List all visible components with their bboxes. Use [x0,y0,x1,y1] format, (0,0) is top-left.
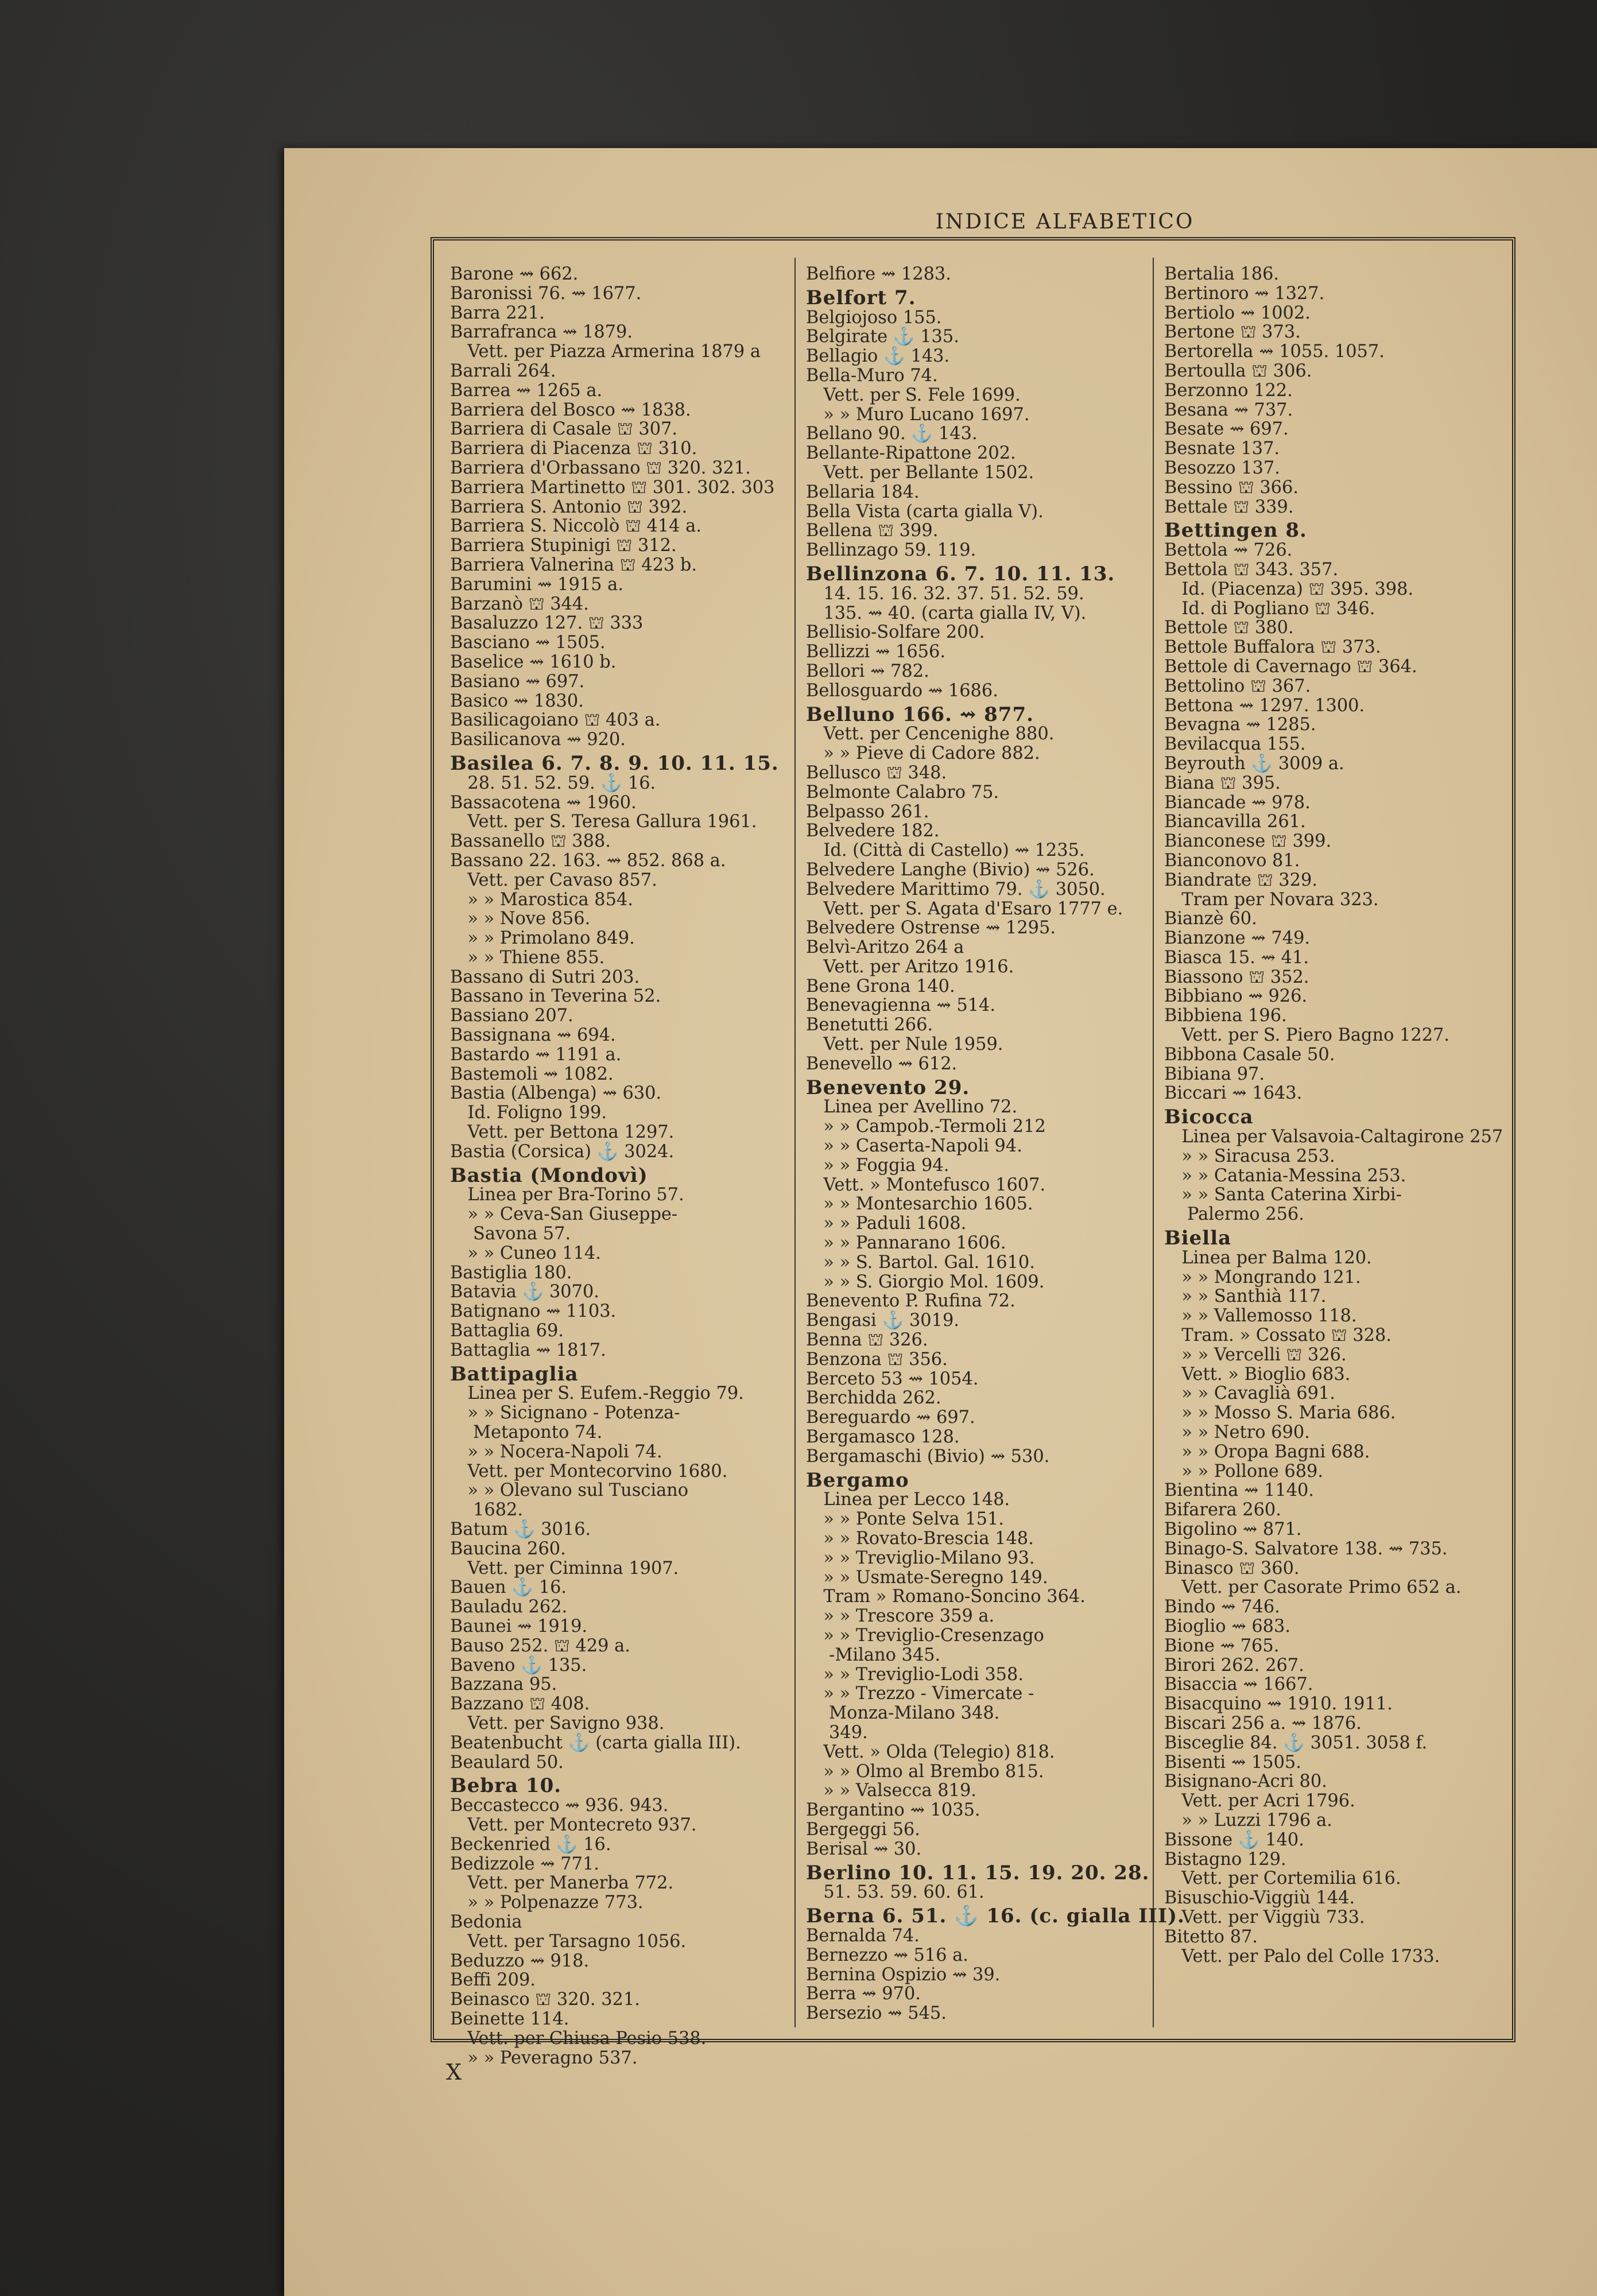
index-entry: 135. ⇝ 40. (carta gialla IV, V). [806,603,1087,623]
index-entry: » » Sicignano - Potenza- [450,1403,680,1424]
index-column-1 [450,264,786,2068]
index-entry: Basilicagoiano ⛫ 403 a. [450,710,661,731]
index-entry: Belfiore ⇝ 1283. [806,264,951,284]
index-entry: Baucina 260. [450,1538,566,1559]
index-entry: Bastemoli ⇝ 1082. [450,1064,614,1084]
index-entry: Vett. per Cencenighe 880. [806,724,1055,744]
index-entry: Bella Vista (carta gialla V). [806,501,1044,522]
index-entry: Biassono ⛫ 352. [1164,967,1309,987]
index-entry: Bauen ⚓ 16. [450,1577,567,1598]
index-entry: Bifarera 260. [1164,1500,1281,1521]
index-entry: Berzonno 122. [1164,380,1293,401]
index-entry: » » Nocera-Napoli 74. [450,1441,662,1462]
index-entry: Bastia (Mondovì) [450,1163,648,1187]
index-entry: » » S. Bartol. Gal. 1610. [806,1252,1035,1273]
index-entry: Bellinzago 59. 119. [806,540,976,561]
index-entry: Vett. per Montecreto 937. [450,1814,697,1835]
index-entry: Vett. per Savigno 938. [450,1713,665,1733]
index-entry: Bassano 22. 163. ⇝ 852. 868 a. [450,850,726,871]
index-entry: Vett. per Montecorvino 1680. [450,1461,728,1481]
index-entry: » » Ponte Selva 151. [806,1509,1004,1530]
index-entry: Biccari ⇝ 1643. [1164,1083,1303,1104]
index-entry: Basilea 6. 7. 8. 9. 10. 11. 15. [450,751,779,775]
index-entry: Vett. per Acri 1796. [1164,1791,1355,1812]
index-entry: Baveno ⚓ 135. [450,1655,587,1676]
index-entry: Benevagienna ⇝ 514. [806,995,996,1016]
index-entry: Bazzano ⛫ 408. [450,1694,590,1715]
index-entry: Vett. » Olda (Telegio) 818. [806,1742,1055,1762]
index-entry: Bellaria 184. [806,482,920,502]
index-entry: Baselice ⇝ 1610 b. [450,651,617,672]
index-entry: » » Rovato-Brescia 148. [806,1529,1034,1549]
index-entry: Belvedere Ostrense ⇝ 1295. [806,918,1056,938]
index-entry: Battaglia ⇝ 1817. [450,1340,606,1360]
index-entry: Bebra 10. [450,1774,562,1798]
index-entry: Bella-Muro 74. [806,365,938,386]
index-entry: Vett. per Piazza Armerina 1879 a [450,342,761,362]
index-entry: » » Valsecca 819. [806,1781,976,1801]
index-entry: Bedizzole ⇝ 771. [450,1853,599,1874]
index-entry: Bassanello ⛫ 388. [450,831,611,852]
index-entry: Berlino 10. 11. 15. 19. 20. 28. [806,1861,1150,1884]
index-entry: Benna ⛫ 326. [806,1330,928,1351]
index-entry: Barriera Stupinigi ⛫ 312. [450,536,677,556]
index-entry: Biasca 15. ⇝ 41. [1164,947,1309,968]
index-entry: Bastiglia 180. [450,1262,572,1283]
index-entry: Bellusco ⛫ 348. [806,762,947,783]
index-entry: Bisenti ⇝ 1505. [1164,1752,1301,1773]
index-entry: Tram. » Cossato ⛫ 328. [1164,1325,1391,1346]
index-entry: Vett. » Bioglio 683. [1164,1364,1351,1384]
index-entry: Biancade ⇝ 978. [1164,792,1311,813]
index-entry: Bevagna ⇝ 1285. [1164,715,1316,735]
index-entry: Vett. per Bellante 1502. [806,462,1034,483]
index-entry: Vett. per Ciminna 1907. [450,1558,679,1578]
index-entry: Belluno 166. ⇝ 877. [806,703,1034,726]
index-entry: Berna 6. 51. ⚓ 16. (c. gialla III). [806,1905,1185,1928]
index-entry: Bassacotena ⇝ 1960. [450,792,637,813]
index-entry: Linea per Avellino 72. [806,1097,1018,1118]
index-entry: 349. [806,1722,868,1743]
index-entry: » » Thiene 855. [450,947,605,968]
index-entry: » » Treviglio-Cresenzago [806,1625,1044,1646]
index-entry: Bereguardo ⇝ 697. [806,1407,975,1428]
index-entry: Bioglio ⇝ 683. [1164,1616,1290,1636]
index-entry: Bernalda 74. [806,1925,920,1946]
index-entry: Barriera di Piacenza ⛫ 310. [450,439,697,459]
index-entry: Bellante-Ripattone 202. [806,443,1016,464]
index-entry: » » Polpenazze 773. [450,1892,644,1913]
index-entry: Bevilacqua 155. [1164,734,1306,755]
index-entry: » » Pieve di Cadore 882. [806,743,1040,764]
index-entry: Bissone ⚓ 140. [1164,1829,1304,1850]
index-entry: Vett. per Aritzo 1916. [806,956,1014,977]
index-entry: Basico ⇝ 1830. [450,691,584,711]
index-entry: Barriera di Casale ⛫ 307. [450,419,678,440]
index-entry: Bernina Ospizio ⇝ 39. [806,1964,1001,1985]
index-entry: Beduzzo ⇝ 918. [450,1950,590,1971]
index-entry: Bisignano-Acri 80. [1164,1771,1327,1792]
index-entry: Bisaccia ⇝ 1667. [1164,1674,1313,1695]
index-entry: » » Ceva-San Giuseppe- [450,1204,678,1225]
index-entry: Basaluzzo 127. ⛫ 333 [450,613,644,634]
index-entry: Tram per Novara 323. [1164,889,1379,910]
index-entry: Bettona ⇝ 1297. 1300. [1164,695,1365,716]
index-entry: » » Catania-Messina 253. [1164,1165,1406,1186]
index-entry: Bione ⇝ 765. [1164,1635,1280,1656]
index-entry: Bellinzona 6. 7. 10. 11. 13. [806,562,1115,585]
index-column-2 [806,264,1185,2024]
index-entry: Vett. per Nule 1959. [806,1034,1003,1055]
index-entry: Bianconovo 81. [1164,850,1300,871]
index-entry: Bellagio ⚓ 143. [806,346,950,367]
index-entry: Bassano in Teverina 52. [450,986,661,1007]
index-entry: Bibiana 97. [1164,1064,1265,1084]
index-entry: » » Vercelli ⛫ 326. [1164,1344,1347,1365]
book-page [284,148,1597,2296]
index-entry: Vett. per S. Piero Bagno 1227. [1164,1025,1450,1046]
index-entry: Barriera Valnerina ⛫ 423 b. [450,554,697,575]
index-entry: Bazzana 95. [450,1674,557,1695]
index-entry: -Milano 345. [806,1645,941,1665]
index-entry: » » Paduli 1608. [806,1213,967,1234]
index-entry: » » Primolano 849. [450,928,635,949]
index-entry: Vett. per Viggiù 733. [1164,1907,1365,1927]
index-entry: Batignano ⇝ 1103. [450,1301,617,1322]
index-entry: Baronissi 76. ⇝ 1677. [450,283,642,304]
index-entry: Bindo ⇝ 746. [1164,1597,1280,1618]
index-entry: Bene Grona 140. [806,976,955,996]
index-entry: Belfort 7. [806,286,916,309]
index-entry: Bettole Buffalora ⛫ 373. [1164,637,1381,658]
index-entry: » » Netro 690. [1164,1422,1310,1443]
index-entry: Id. Foligno 199. [450,1103,607,1123]
index-entry: » » Mongrando 121. [1164,1267,1361,1287]
index-entry: Bertoulla ⛫ 306. [1164,360,1312,381]
index-entry: Bergamasco 128. [806,1427,960,1448]
index-entry: Barrea ⇝ 1265 a. [450,380,603,401]
index-entry: Bellano 90. ⚓ 143. [806,424,978,444]
index-entry: Basiano ⇝ 697. [450,671,585,692]
index-entry: » » Pannarano 1606. [806,1233,1006,1254]
index-entry: Beatenbucht ⚓ (carta gialla III). [450,1732,741,1753]
index-entry: » » Treviglio-Lodi 358. [806,1664,1024,1685]
index-entry: » » Olevano sul Tusciano [450,1480,689,1501]
index-entry: Berra ⇝ 970. [806,1984,921,2004]
index-entry: Bibbiena 196. [1164,1006,1287,1026]
index-entry: Beinasco ⛫ 320. 321. [450,1989,640,2010]
index-entry: Barra 221. [450,302,545,323]
index-entry: Bistagno 129. [1164,1849,1286,1870]
index-entry: Bertalia 186. [1164,264,1280,284]
index-entry: Bertinoro ⇝ 1327. [1164,283,1325,304]
index-entry: Barriera del Bosco ⇝ 1838. [450,400,691,420]
index-entry: Beckenried ⚓ 16. [450,1834,611,1855]
index-entry: Savona 57. [450,1224,571,1244]
index-entry: Bisacquino ⇝ 1910. 1911. [1164,1694,1393,1715]
index-entry: » » S. Giorgio Mol. 1609. [806,1271,1045,1292]
index-frame [431,237,1515,2068]
index-entry: Bassano di Sutri 203. [450,967,640,987]
index-entry: Bessino ⛫ 366. [1164,477,1299,498]
index-entry: » » Santhià 117. [1164,1286,1327,1307]
index-entry: Bergamaschi (Bivio) ⇝ 530. [806,1446,1050,1467]
index-entry: Besozzo 137. [1164,457,1280,478]
index-entry: Vett. per Cavaso 857. [450,870,657,890]
index-entry: Batavia ⚓ 3070. [450,1282,599,1302]
column-divider [1153,258,1154,2027]
index-entry: » » Campob.-Termoli 212 [806,1116,1046,1137]
index-entry: Vett. per Manerba 772. [450,1873,674,1894]
index-entry: Biella [1164,1227,1232,1250]
index-entry: 14. 15. 16. 32. 37. 51. 52. 59. [806,583,1084,604]
index-entry: Bianzone ⇝ 749. [1164,928,1311,949]
index-entry: Beinette 114. [450,2008,569,2029]
index-entry: Bicocca [1164,1106,1254,1129]
index-entry: Vett. per Palo del Colle 1733. [1164,1946,1440,1967]
index-entry: Biancavilla 261. [1164,812,1306,832]
index-entry: Id. di Pogliano ⛫ 346. [1164,598,1375,619]
index-entry: » » Montesarchio 1605. [806,1194,1033,1215]
index-entry: Belvedere Langhe (Bivio) ⇝ 526. [806,859,1095,880]
index-entry: » » Trezzo - Vimercate - [806,1684,1034,1704]
index-entry: Bassignana ⇝ 694. [450,1025,616,1046]
index-entry: Bellosguardo ⇝ 1686. [806,680,998,701]
index-entry: Benevello ⇝ 612. [806,1053,958,1074]
index-entry: Beaulard 50. [450,1752,564,1773]
index-entry: Belvedere 182. [806,821,940,841]
column-divider [794,258,796,2027]
index-entry: » » Usmate-Seregno 149. [806,1567,1048,1588]
index-entry: Tram » Romano-Soncino 364. [806,1587,1086,1607]
index-entry: Biana ⛫ 395. [1164,773,1281,793]
index-entry: Bellori ⇝ 782. [806,661,929,681]
index-entry: Linea per Valsavoia-Caltagirone 257 [1164,1127,1503,1147]
index-entry: Bigolino ⇝ 871. [1164,1519,1302,1539]
index-entry: Bellisio-Solfare 200. [806,622,985,643]
index-entry: Beccastecco ⇝ 936. 943. [450,1795,669,1816]
index-entry: Bibbona Casale 50. [1164,1044,1335,1065]
index-entry: Bisuschio-Viggiù 144. [1164,1888,1355,1909]
index-entry: Vett. per Bettona 1297. [450,1122,675,1143]
index-entry: Basilicanova ⇝ 920. [450,730,626,750]
index-entry: Linea per S. Eufem.-Reggio 79. [450,1383,744,1404]
index-entry: Bassiano 207. [450,1006,573,1026]
page-number: X [446,2060,462,2085]
index-entry: » » Trescore 359 a. [806,1606,995,1627]
index-entry: Belvì-Aritzo 264 a [806,937,964,958]
index-entry: Birori 262. 267. [1164,1655,1304,1676]
index-entry: Bellizzi ⇝ 1656. [806,642,946,662]
index-column-3 [1164,265,1503,2022]
index-entry: Bitetto 87. [1164,1926,1258,1947]
index-entry: 28. 51. 52. 59. ⚓ 16. [450,773,656,793]
index-entry: » » Cuneo 114. [450,1243,601,1263]
index-entry: » » Treviglio-Milano 93. [806,1548,1035,1568]
index-entry: Batum ⚓ 3016. [450,1519,591,1539]
index-entry: Binasco ⛫ 360. [1164,1558,1300,1578]
index-entry: Bernezzo ⇝ 516 a. [806,1945,968,1965]
index-entry: Vett. per S. Agata d'Esaro 1777 e. [806,898,1123,919]
index-entry: Bertone ⛫ 373. [1164,322,1301,343]
index-entry: » » Luzzi 1796 a. [1164,1810,1332,1830]
index-entry: » » Cavaglià 691. [1164,1383,1335,1404]
index-entry: Belvedere Marittimo 79. ⚓ 3050. [806,879,1106,899]
index-entry: Bettolino ⛫ 367. [1164,676,1311,696]
index-entry: Barrali 264. [450,360,556,381]
index-entry: Vett. per Tarsagno 1056. [450,1931,687,1952]
index-entry: Vett. per S. Teresa Gallura 1961. [450,812,757,832]
index-entry: Barriera S. Antonio ⛫ 392. [450,497,688,517]
index-entry: Vett. per Cortemilia 616. [1164,1868,1401,1889]
index-entry: Bersezio ⇝ 545. [806,2003,947,2024]
index-entry: Besate ⇝ 697. [1164,419,1289,440]
index-entry: Baunei ⇝ 1919. [450,1616,588,1636]
index-entry: Bientina ⇝ 1140. [1164,1480,1315,1501]
index-entry: Besana ⇝ 737. [1164,400,1293,420]
index-entry: Bettola ⇝ 726. [1164,540,1293,561]
index-entry: Metaponto 74. [450,1422,603,1443]
index-entry: Belpasso 261. [806,801,929,822]
index-entry: Bertorella ⇝ 1055. 1057. [1164,342,1385,362]
index-entry: Vett. per S. Fele 1699. [806,385,1021,405]
index-entry: Barriera Martinetto ⛫ 301. 302. 303 [450,477,775,498]
index-entry: Bellena ⛫ 399. [806,521,939,541]
index-entry: Bianconese ⛫ 399. [1164,831,1332,852]
index-entry: Barone ⇝ 662. [450,264,579,284]
index-entry: Battipaglia [450,1362,579,1386]
index-entry: » » Pollone 689. [1164,1461,1324,1481]
index-entry: » » Muro Lucano 1697. [806,404,1030,425]
index-entry: » » Nove 856. [450,909,591,929]
index-entry: Bettole ⛫ 380. [1164,618,1294,638]
index-entry: Monza-Milano 348. [806,1703,1000,1724]
index-entry: Linea per Balma 120. [1164,1247,1372,1268]
index-entry: Barriera S. Niccolò ⛫ 414 a. [450,516,701,537]
index-entry: Beffi 209. [450,1970,536,1991]
index-entry: Berisal ⇝ 30. [806,1839,922,1859]
index-entry: » » Santa Caterina Xirbi- [1164,1185,1402,1205]
index-entry: Vett. per Chiusa Pesio 538. [450,2028,707,2049]
index-entry: » » Mosso S. Maria 686. [1164,1403,1396,1424]
index-entry: Bastia (Albenga) ⇝ 630. [450,1083,662,1104]
index-entry: Linea per Bra-Torino 57. [450,1185,684,1205]
index-entry: Bibbiano ⇝ 926. [1164,986,1308,1007]
index-entry: Bertiolo ⇝ 1002. [1164,302,1311,323]
index-entry: » » Vallemosso 118. [1164,1306,1357,1327]
index-entry: Id. (Città di Castello) ⇝ 1235. [806,840,1085,861]
index-entry: Bauso 252. ⛫ 429 a. [450,1635,630,1656]
index-entry: Palermo 256. [1164,1204,1304,1225]
page-header: INDICE ALFABETICO [935,210,1195,234]
index-entry: Bisceglie 84. ⚓ 3051. 3058 f. [1164,1732,1428,1753]
index-entry: 1682. [450,1500,524,1521]
index-entry: » » Olmo al Brembo 815. [806,1761,1044,1782]
index-entry: Bergantino ⇝ 1035. [806,1800,980,1821]
index-entry: Linea per Lecco 148. [806,1490,1010,1510]
index-entry: Bettingen 8. [1164,519,1307,542]
index-entry: Bettola ⛫ 343. 357. [1164,559,1339,580]
index-entry: Battaglia 69. [450,1321,564,1341]
index-entry: Id. (Piacenza) ⛫ 395. 398. [1164,579,1414,599]
index-entry: Beyrouth ⚓ 3009 a. [1164,753,1344,774]
index-entry: Besnate 137. [1164,439,1280,459]
index-entry: » » Marostica 854. [450,889,633,910]
index-entry: Biscari 256 a. ⇝ 1876. [1164,1713,1362,1733]
index-entry: Belgiojoso 155. [806,307,942,328]
index-entry: Belgirate ⚓ 135. [806,327,959,347]
index-entry: Basciano ⇝ 1505. [450,633,606,653]
index-entry: Bedonia [450,1911,522,1932]
index-entry: Barrafranca ⇝ 1879. [450,322,633,343]
index-entry: » » Foggia 94. [806,1155,949,1176]
index-entry: » » Siracusa 253. [1164,1146,1335,1166]
index-entry: Vett. per Casorate Primo 652 a. [1164,1577,1462,1598]
index-entry: 51. 53. 59. 60. 61. [806,1882,984,1903]
index-entry: Barumini ⇝ 1915 a. [450,574,623,595]
index-entry: Benevento P. Rufina 72. [806,1291,1015,1312]
index-entry: Biandrate ⛫ 329. [1164,870,1317,890]
index-entry: Benevento 29. [806,1076,970,1099]
index-entry: Barriera d'Orbassano ⛫ 320. 321. [450,457,751,478]
index-entry: » » Oropa Bagni 688. [1164,1441,1370,1462]
index-entry: » » Peveragno 537. [450,2047,638,2068]
index-entry: Berchidda 262. [806,1388,941,1409]
index-entry: Belmonte Calabro 75. [806,782,999,802]
index-entry: Bergamo [806,1468,909,1492]
index-entry: Bastardo ⇝ 1191 a. [450,1044,622,1065]
index-entry: Barzanò ⛫ 344. [450,594,589,614]
index-entry: Bettole di Cavernago ⛫ 364. [1164,656,1417,677]
index-entry: Bengasi ⚓ 3019. [806,1310,959,1331]
index-entry: Bauladu 262. [450,1597,568,1618]
index-entry: Benzona ⛫ 356. [806,1349,948,1370]
index-entry: Vett. » Montefusco 1607. [806,1174,1046,1195]
index-entry: » » Caserta-Napoli 94. [806,1136,1022,1157]
index-entry: Binago-S. Salvatore 138. ⇝ 735. [1164,1538,1448,1559]
index-entry: Bettale ⛫ 339. [1164,497,1294,517]
index-entry: Bianzè 60. [1164,909,1257,929]
index-entry: Berceto 53 ⇝ 1054. [806,1368,979,1389]
index-entry: Bastia (Corsica) ⚓ 3024. [450,1141,675,1162]
index-entry: Benetutti 266. [806,1015,933,1035]
index-entry: Bergeggi 56. [806,1819,920,1840]
